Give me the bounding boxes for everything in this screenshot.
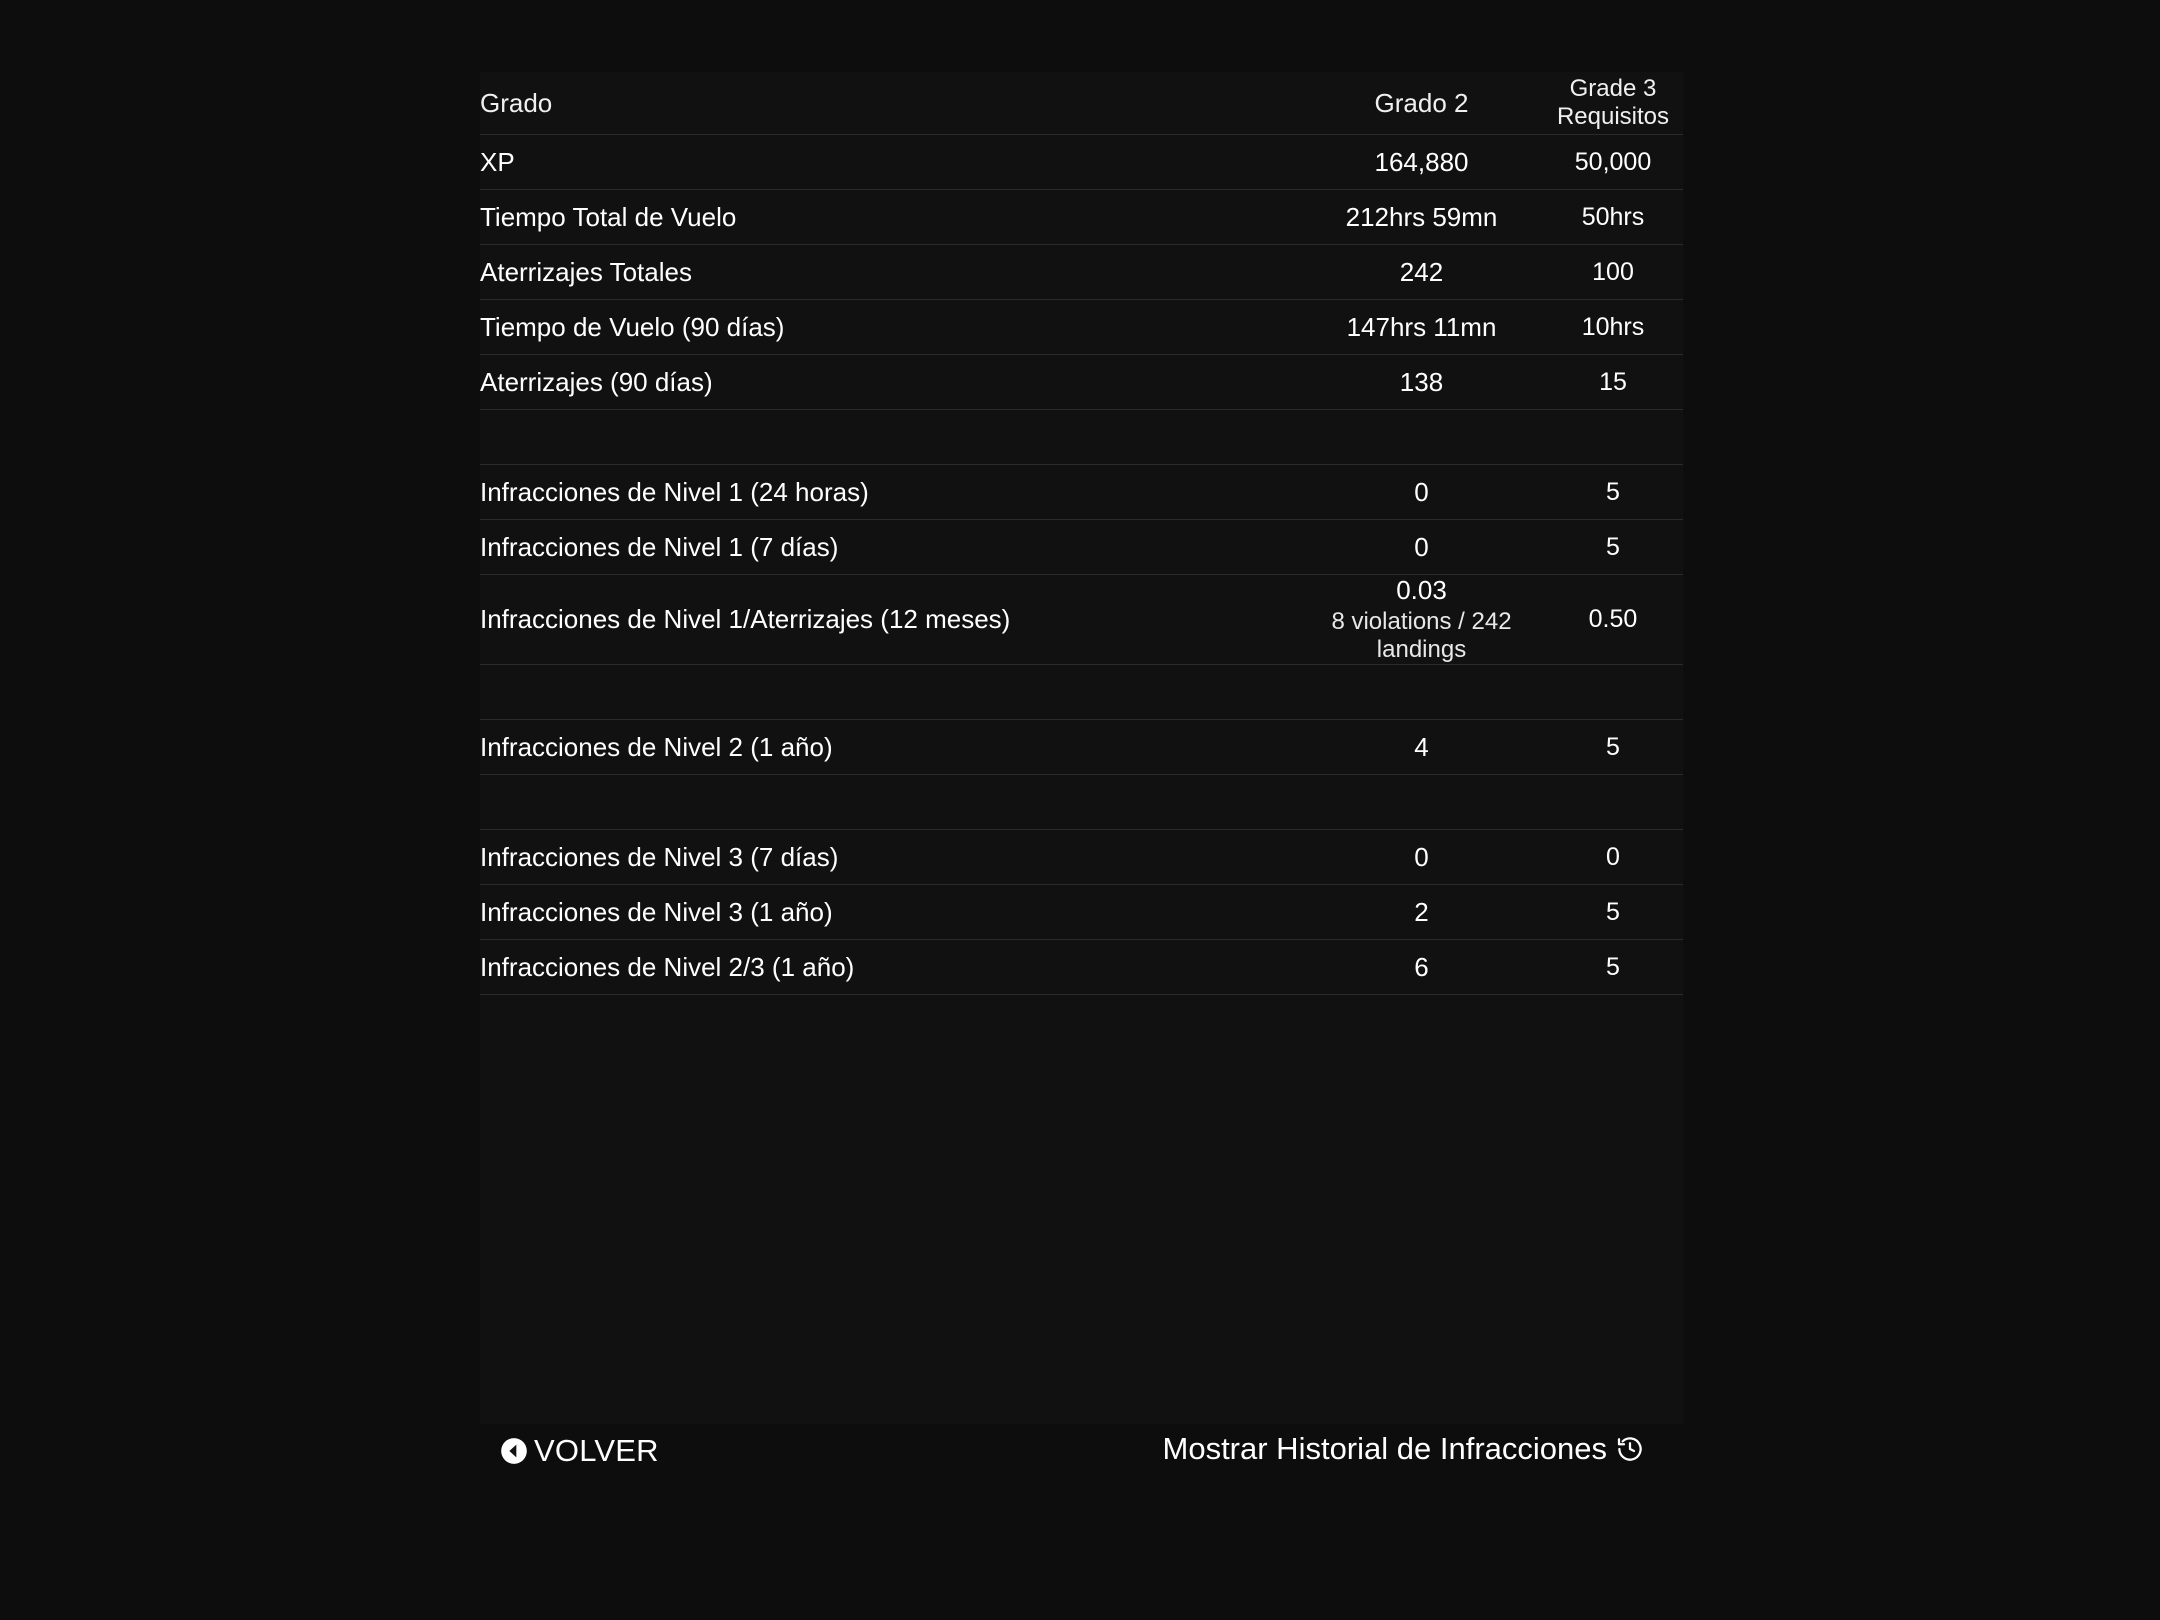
row-label: Infracciones de Nivel 3 (1 año) xyxy=(480,896,833,927)
row-requirement-value: 100 xyxy=(1592,257,1634,286)
table-row xyxy=(480,885,1683,940)
row-current-value: 0 xyxy=(1414,476,1429,507)
column-header-current-grade: Grado 2 xyxy=(1374,87,1469,118)
row-label: Infracciones de Nivel 2 (1 año) xyxy=(480,731,833,762)
row-label: Infracciones de Nivel 3 (7 días) xyxy=(480,841,839,872)
grade-table-panel xyxy=(480,72,1683,1424)
table-spacer-row xyxy=(480,665,1683,720)
row-current-value: 242 xyxy=(1399,256,1444,287)
history-clock-icon xyxy=(1615,1434,1645,1464)
row-current-value: 164,880 xyxy=(1374,146,1469,177)
row-current-value: 0 xyxy=(1414,841,1429,872)
requirements-header-line1: Grade 3 xyxy=(1569,74,1657,102)
row-current-value: 6 xyxy=(1414,951,1429,982)
row-label: Infracciones de Nivel 2/3 (1 año) xyxy=(480,951,855,982)
row-requirement-value: 5 xyxy=(1606,897,1620,926)
table-row xyxy=(480,190,1683,245)
row-label: Aterrizajes (90 días) xyxy=(480,366,713,397)
row-current-value: 4 xyxy=(1414,731,1429,762)
row-requirement-value: 15 xyxy=(1599,367,1627,396)
table-body xyxy=(480,135,1683,995)
column-header-requirements xyxy=(1543,72,1683,135)
row-label: Tiempo de Vuelo (90 días) xyxy=(480,311,785,342)
row-requirement-value: 50hrs xyxy=(1581,202,1645,231)
row-label: Tiempo Total de Vuelo xyxy=(480,201,737,232)
show-violation-history-label: Mostrar Historial de Infracciones xyxy=(1162,1431,1607,1466)
row-current-value: 212hrs 59mn xyxy=(1345,201,1498,232)
row-current-value: 147hrs 11mn xyxy=(1346,311,1497,342)
table-row xyxy=(480,720,1683,775)
row-current-value xyxy=(1300,575,1543,665)
spacer-cell xyxy=(480,410,1683,465)
table-row xyxy=(480,465,1683,520)
requirements-header-line2: Requisitos xyxy=(1556,103,1670,130)
table-row xyxy=(480,520,1683,575)
spacer-cell xyxy=(480,665,1683,720)
grade-table xyxy=(480,72,1683,995)
table-header-row xyxy=(480,72,1683,135)
footer-bar xyxy=(480,1425,1683,1495)
row-current-value: 2 xyxy=(1414,896,1429,927)
back-button-label: VOLVER xyxy=(534,1433,659,1468)
row-requirement-value: 5 xyxy=(1606,732,1620,761)
row-requirement-value: 0 xyxy=(1606,842,1620,871)
row-label: Infracciones de Nivel 1 (7 días) xyxy=(480,531,839,562)
row-label: Aterrizajes Totales xyxy=(480,256,692,287)
row-requirement-value: 5 xyxy=(1606,477,1620,506)
column-header-grade: Grado xyxy=(480,87,553,118)
row-current-value: 138 xyxy=(1399,366,1444,397)
show-violation-history-button[interactable] xyxy=(1163,1431,1646,1467)
spacer-cell xyxy=(480,775,1683,830)
table-row xyxy=(480,300,1683,355)
table-row xyxy=(480,245,1683,300)
table-row xyxy=(480,830,1683,885)
row-current-main: 0.03 xyxy=(1396,575,1447,605)
row-label: Infracciones de Nivel 1 (24 horas) xyxy=(480,476,869,507)
row-requirement-value: 5 xyxy=(1606,952,1620,981)
table-row xyxy=(480,135,1683,190)
row-requirement-value: 10hrs xyxy=(1581,312,1645,341)
row-requirement-value: 0.50 xyxy=(1588,605,1638,633)
row-current-detail: 8 violations / 242 landings xyxy=(1331,608,1512,663)
table-row xyxy=(480,355,1683,410)
row-label: Infracciones de Nivel 1/Aterrizajes (12 meses) xyxy=(480,604,1011,634)
arrow-left-circle-icon xyxy=(500,1437,528,1465)
row-label: XP xyxy=(480,146,515,177)
row-current-value: 0 xyxy=(1414,531,1429,562)
row-requirement-value: 5 xyxy=(1606,532,1620,561)
table-row xyxy=(480,940,1683,995)
row-requirement-value: 50,000 xyxy=(1574,147,1652,176)
table-row xyxy=(480,575,1683,665)
table-spacer-row xyxy=(480,775,1683,830)
table-spacer-row xyxy=(480,410,1683,465)
back-button[interactable] xyxy=(500,1433,659,1469)
